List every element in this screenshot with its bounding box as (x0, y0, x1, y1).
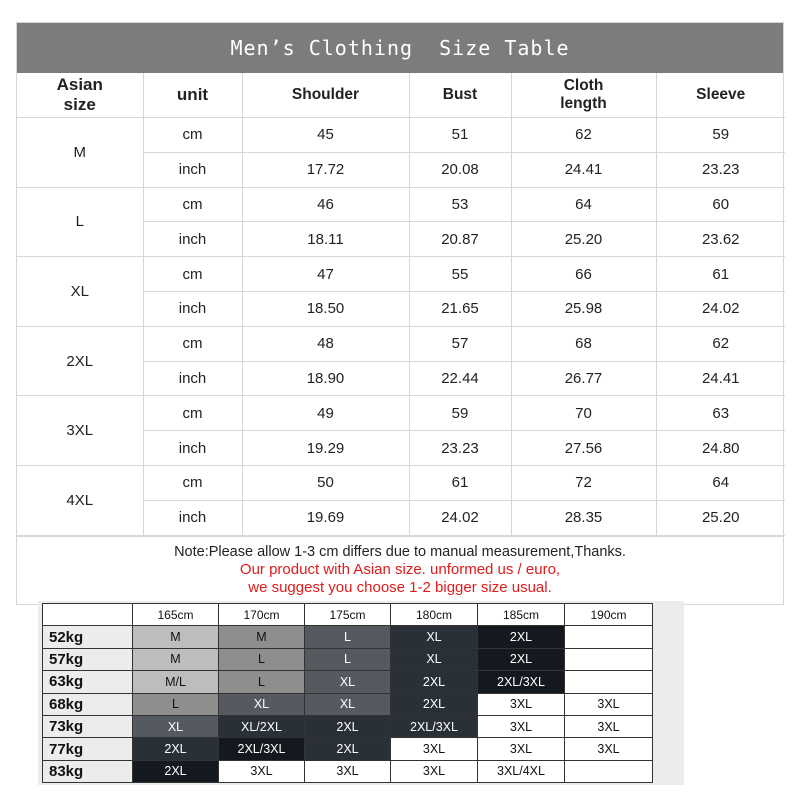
recommended-size-cell (565, 671, 653, 693)
weight-label: 68kg (43, 693, 133, 715)
cell-shoulder: 19.69 (242, 500, 409, 535)
cell-unit: cm (143, 465, 242, 500)
cell-cloth-length: 68 (511, 326, 656, 361)
size-label: 2XL (17, 326, 143, 396)
recommended-size-cell (565, 626, 653, 648)
size-table (17, 73, 785, 536)
size-row (17, 326, 785, 361)
recommended-size-cell: 2XL (305, 738, 391, 760)
cell-shoulder: 50 (242, 465, 409, 500)
header-unit: unit (143, 73, 242, 118)
weight-label: 57kg (43, 648, 133, 670)
size-label: M (17, 118, 143, 188)
size-label: XL (17, 257, 143, 327)
size-row (17, 257, 785, 292)
cell-sleeve: 61 (656, 257, 785, 292)
cell-unit: cm (143, 326, 242, 361)
cell-bust: 22.44 (409, 361, 511, 396)
cell-cloth-length: 27.56 (511, 431, 656, 466)
header-shoulder: Shoulder (242, 73, 409, 118)
recommended-size-cell: 3XL (478, 738, 565, 760)
recommended-size-cell: 3XL (391, 738, 478, 760)
weight-row (43, 626, 653, 648)
weight-label: 52kg (43, 626, 133, 648)
height-weight-body (43, 604, 653, 783)
cell-sleeve: 23.23 (656, 152, 785, 187)
cell-cloth-length: 64 (511, 187, 656, 222)
size-table-header-row (17, 73, 785, 118)
recommended-size-cell: 2XL (305, 715, 391, 737)
size-table-card (16, 22, 784, 605)
cell-bust: 53 (409, 187, 511, 222)
weight-label: 63kg (43, 671, 133, 693)
weight-row (43, 648, 653, 670)
recommended-size-cell: 3XL (565, 715, 653, 737)
cell-cloth-length: 66 (511, 257, 656, 292)
recommended-size-cell: 2XL (133, 760, 219, 782)
cell-cloth-length: 24.41 (511, 152, 656, 187)
recommended-size-cell: 2XL (478, 648, 565, 670)
cell-sleeve: 59 (656, 118, 785, 153)
size-label: 4XL (17, 465, 143, 535)
height-header: 165cm (133, 604, 219, 626)
recommended-size-cell: 2XL (391, 693, 478, 715)
cell-shoulder: 17.72 (242, 152, 409, 187)
recommended-size-cell: 2XL/3XL (478, 671, 565, 693)
size-row (17, 118, 785, 153)
cell-unit: inch (143, 500, 242, 535)
recommended-size-cell: 3XL (391, 760, 478, 782)
recommended-size-cell: M (133, 648, 219, 670)
height-header: 175cm (305, 604, 391, 626)
note-warning-line: Our product with Asian size. unformed us / euro, (239, 560, 561, 578)
recommended-size-cell: 3XL (565, 738, 653, 760)
recommended-size-cell: XL (133, 715, 219, 737)
cell-cloth-length: 70 (511, 396, 656, 431)
weight-label: 73kg (43, 715, 133, 737)
header-asian-size: Asian size (17, 73, 143, 118)
size-table-title: Men’s Clothing Size Table (17, 23, 783, 73)
recommended-size-cell: L (133, 693, 219, 715)
cell-unit: inch (143, 222, 242, 257)
cell-sleeve: 24.80 (656, 431, 785, 466)
cell-shoulder: 18.11 (242, 222, 409, 257)
recommended-size-cell: 3XL (565, 693, 653, 715)
cell-bust: 20.87 (409, 222, 511, 257)
cell-bust: 51 (409, 118, 511, 153)
recommended-size-cell: XL (305, 671, 391, 693)
weight-label: 83kg (43, 760, 133, 782)
cell-bust: 61 (409, 465, 511, 500)
header-bust: Bust (409, 73, 511, 118)
recommended-size-cell: 2XL (478, 626, 565, 648)
recommended-size-cell: 2XL (391, 671, 478, 693)
recommended-size-cell: 2XL (133, 738, 219, 760)
recommended-size-cell: 3XL/4XL (478, 760, 565, 782)
cell-sleeve: 23.62 (656, 222, 785, 257)
cell-sleeve: 24.41 (656, 361, 785, 396)
recommended-size-cell: 3XL (478, 693, 565, 715)
weight-label: 77kg (43, 738, 133, 760)
cell-bust: 57 (409, 326, 511, 361)
height-weight-table (42, 603, 653, 783)
recommended-size-cell: XL/2XL (219, 715, 305, 737)
recommended-size-cell: M (219, 626, 305, 648)
header-cloth-length: Cloth length (511, 73, 656, 118)
note-box (17, 536, 783, 604)
cell-shoulder: 46 (242, 187, 409, 222)
cell-cloth-length: 25.20 (511, 222, 656, 257)
cell-sleeve: 62 (656, 326, 785, 361)
cell-shoulder: 18.50 (242, 291, 409, 326)
cell-shoulder: 19.29 (242, 431, 409, 466)
cell-bust: 55 (409, 257, 511, 292)
recommended-size-cell: L (305, 626, 391, 648)
cell-sleeve: 60 (656, 187, 785, 222)
cell-bust: 20.08 (409, 152, 511, 187)
cell-unit: inch (143, 431, 242, 466)
height-header-row (43, 604, 653, 626)
cell-bust: 24.02 (409, 500, 511, 535)
cell-sleeve: 63 (656, 396, 785, 431)
cell-bust: 21.65 (409, 291, 511, 326)
size-table-body (17, 118, 785, 536)
recommended-size-cell: 3XL (305, 760, 391, 782)
cell-shoulder: 49 (242, 396, 409, 431)
size-row (17, 187, 785, 222)
cell-shoulder: 45 (242, 118, 409, 153)
height-header: 180cm (391, 604, 478, 626)
note-line: Note:Please allow 1-3 cm differs due to manual measurement,Thanks. (174, 543, 626, 560)
cell-shoulder: 47 (242, 257, 409, 292)
recommended-size-cell: M (133, 626, 219, 648)
corner-cell (43, 604, 133, 626)
cell-sleeve: 64 (656, 465, 785, 500)
cell-unit: cm (143, 396, 242, 431)
height-header: 190cm (565, 604, 653, 626)
cell-sleeve: 25.20 (656, 500, 785, 535)
recommended-size-cell: XL (391, 648, 478, 670)
size-row (17, 465, 785, 500)
size-label: 3XL (17, 396, 143, 466)
recommended-size-cell: 2XL/3XL (219, 738, 305, 760)
height-header: 170cm (219, 604, 305, 626)
cell-cloth-length: 72 (511, 465, 656, 500)
cell-unit: cm (143, 118, 242, 153)
cell-shoulder: 48 (242, 326, 409, 361)
cell-sleeve: 24.02 (656, 291, 785, 326)
recommended-size-cell: XL (391, 626, 478, 648)
cell-unit: inch (143, 152, 242, 187)
recommended-size-cell: L (219, 671, 305, 693)
cell-cloth-length: 62 (511, 118, 656, 153)
cell-bust: 23.23 (409, 431, 511, 466)
recommended-size-cell: XL (305, 693, 391, 715)
recommended-size-cell: L (305, 648, 391, 670)
height-weight-chart (38, 601, 684, 785)
weight-row (43, 671, 653, 693)
recommended-size-cell: 3XL (478, 715, 565, 737)
header-sleeve: Sleeve (656, 73, 785, 118)
cell-unit: inch (143, 291, 242, 326)
weight-row (43, 715, 653, 737)
recommended-size-cell: M/L (133, 671, 219, 693)
recommended-size-cell: 2XL/3XL (391, 715, 478, 737)
cell-unit: cm (143, 187, 242, 222)
weight-row (43, 738, 653, 760)
size-label: L (17, 187, 143, 257)
cell-unit: inch (143, 361, 242, 396)
cell-unit: cm (143, 257, 242, 292)
height-header: 185cm (478, 604, 565, 626)
weight-row (43, 693, 653, 715)
recommended-size-cell: L (219, 648, 305, 670)
recommended-size-cell: XL (219, 693, 305, 715)
recommended-size-cell (565, 760, 653, 782)
weight-row (43, 760, 653, 782)
note-warning-line: we suggest you choose 1-2 bigger size usual. (248, 578, 552, 596)
cell-bust: 59 (409, 396, 511, 431)
size-row (17, 396, 785, 431)
cell-cloth-length: 25.98 (511, 291, 656, 326)
cell-cloth-length: 26.77 (511, 361, 656, 396)
recommended-size-cell (565, 648, 653, 670)
recommended-size-cell: 3XL (219, 760, 305, 782)
cell-shoulder: 18.90 (242, 361, 409, 396)
cell-cloth-length: 28.35 (511, 500, 656, 535)
